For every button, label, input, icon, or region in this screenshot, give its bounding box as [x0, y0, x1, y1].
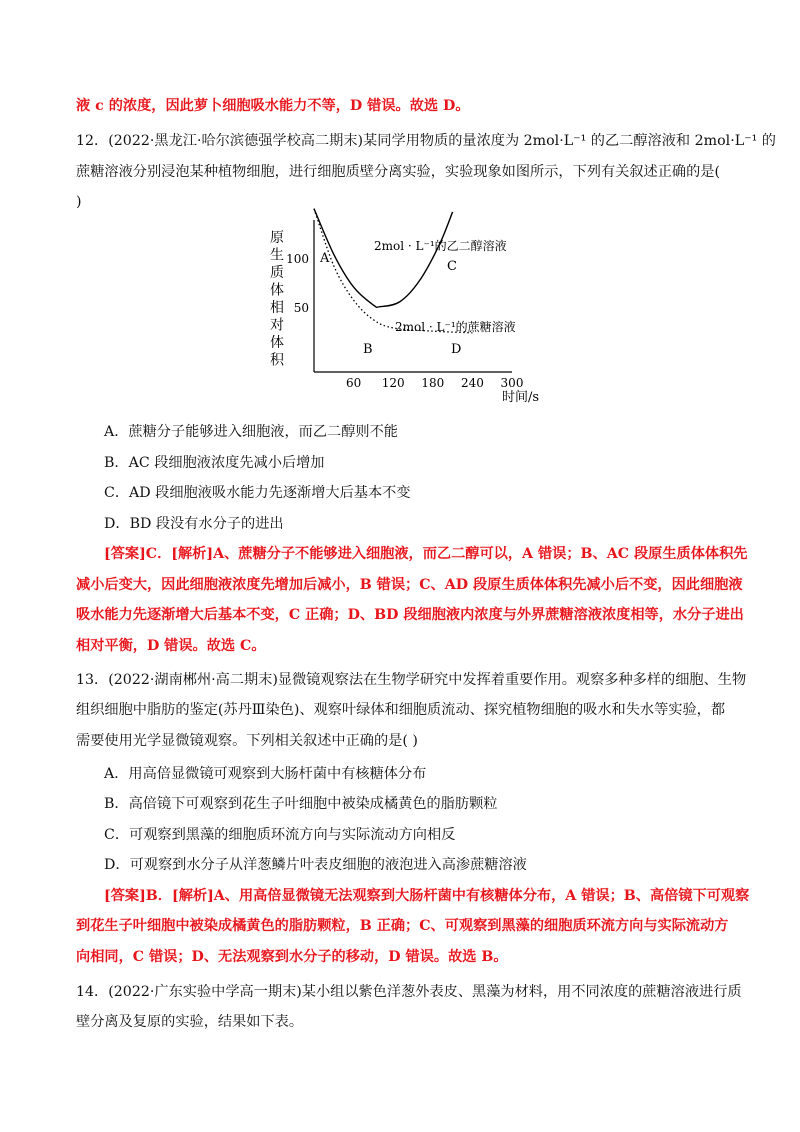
x-axis-label: 时间/s — [502, 390, 540, 405]
q12-stem-line2: 蔗糖溶液分别浸泡某种植物细胞，进行细胞质壁分离实验，实验现象如图所示，下列有关叙述正确的是( — [76, 164, 720, 180]
q14-stem-line1: 14．(2022·广东实验中学高一期末)某小组以紫色洋葱外表皮、黑藻为材料，用不同浓度的蔗糖溶液进行质 — [76, 984, 742, 1000]
legend-ethylene-glycol: 2mol · L⁻¹的乙二醇溶液 — [374, 239, 507, 253]
q12-answer-line4: 相对平衡，D 错误。故选 C。 — [76, 638, 266, 654]
y-tick-50: 50 — [293, 301, 309, 315]
q12-answer-line2: 减小后变大，因此细胞液浓度先增加后减小，B 错误；C、AD 段原生质体体积先减小后不变，因此细胞液 — [76, 577, 743, 593]
q12-answer-line3: 吸水能力先逐渐增大后基本不变，C 正确；D、BD 段细胞液内浓度与外界蔗糖溶液浓度相等，水分子进出 — [76, 607, 744, 623]
x-tick-label: 180 — [421, 376, 445, 390]
q13-answer-line3: 向相同，C 错误；D、无法观察到水分子的移动，D 错误。故选 B。 — [76, 949, 508, 965]
q12-option-b: B．AC 段细胞液浓度先减小后增加 — [104, 455, 325, 471]
q12-answer-line1: [答案]C．[解析]A、蔗糖分子不能够进入细胞液，而乙二醇可以，A 错误；B、AC 段原生质体体积先 — [104, 546, 748, 562]
q13-stem-line1: 13．(2022·湖南郴州·高二期末)显微镜观察法在生物学研究中发挥着重要作用。观察多种多样的细胞、生物 — [76, 672, 747, 688]
q13-answer-line1: [答案]B．[解析]A、用高倍显微镜无法观察到大肠杆菌中有核糖体分布，A 错误；B、高倍镜下可观察 — [104, 888, 750, 904]
q13-option-b: B．高倍镜下可观察到花生子叶细胞中被染成橘黄色的脂肪颗粒 — [104, 796, 498, 812]
prev-answer-tail: 液 c 的浓度，因此萝卜细胞吸水能力不等，D 错误。故选 D。 — [76, 98, 470, 114]
y-axis-label-text: 原生质体相对体积 — [270, 230, 284, 369]
q13-option-a: A．用高倍显微镜可观察到大肠杆菌中有核糖体分布 — [104, 766, 427, 782]
q13-answer-line2: 到花生子叶细胞中被染成橘黄色的脂肪颗粒，B 正确；C、可观察到黑藻的细胞质环流方向与实际流动方 — [76, 918, 729, 934]
legend-sucrose: 2mol · L⁻¹的蔗糖溶液 — [395, 320, 516, 334]
q13-option-c: C．可观察到黑藻的细胞质环流方向与实际流动方向相反 — [104, 827, 456, 843]
q12-chart — [262, 220, 540, 405]
point-label-a: A — [320, 251, 330, 266]
y-tick-100: 100 — [286, 252, 309, 266]
q13-stem-line2: 组织细胞中脂肪的鉴定(苏丹Ⅲ染色)、观察叶绿体和细胞质流动、探究植物细胞的吸水和失水等实验，都 — [76, 702, 726, 718]
q14-stem-line2: 壁分离及复原的实验，结果如下表。 — [76, 1014, 304, 1030]
x-ticks — [346, 376, 523, 390]
point-label-c: C — [447, 259, 457, 274]
q12-option-d: D．BD 段没有水分子的进出 — [104, 516, 284, 532]
x-tick-label: 300 — [500, 376, 524, 390]
point-label-d: D — [451, 342, 462, 357]
q12-option-c: C．AD 段细胞液吸水能力先逐渐增大后基本不变 — [104, 485, 411, 501]
y-axis-label — [270, 230, 285, 369]
q12-stem-line3: ) — [76, 194, 82, 210]
x-tick-label: 60 — [345, 376, 362, 390]
x-tick-label: 120 — [381, 376, 405, 390]
point-label-b: B — [363, 342, 373, 357]
series-ethylene-glycol-line — [314, 209, 453, 308]
q13-option-d: D．可观察到水分子从洋葱鳞片叶表皮细胞的液泡进入高渗蔗糖溶液 — [104, 857, 527, 873]
q13-stem-line3: 需要使用光学显微镜观察。下列相关叙述中正确的是( ) — [76, 733, 418, 749]
q12-option-a: A．蔗糖分子能够进入细胞液，而乙二醇则不能 — [104, 424, 398, 440]
x-tick-label: 240 — [460, 376, 484, 390]
q12-stem-line1: 12．(2022·黑龙江·哈尔滨德强学校高二期末)某同学用物质的量浓度为 2mol·L⁻¹ 的乙二醇溶液和 2mol·L⁻¹ 的 — [76, 133, 776, 149]
